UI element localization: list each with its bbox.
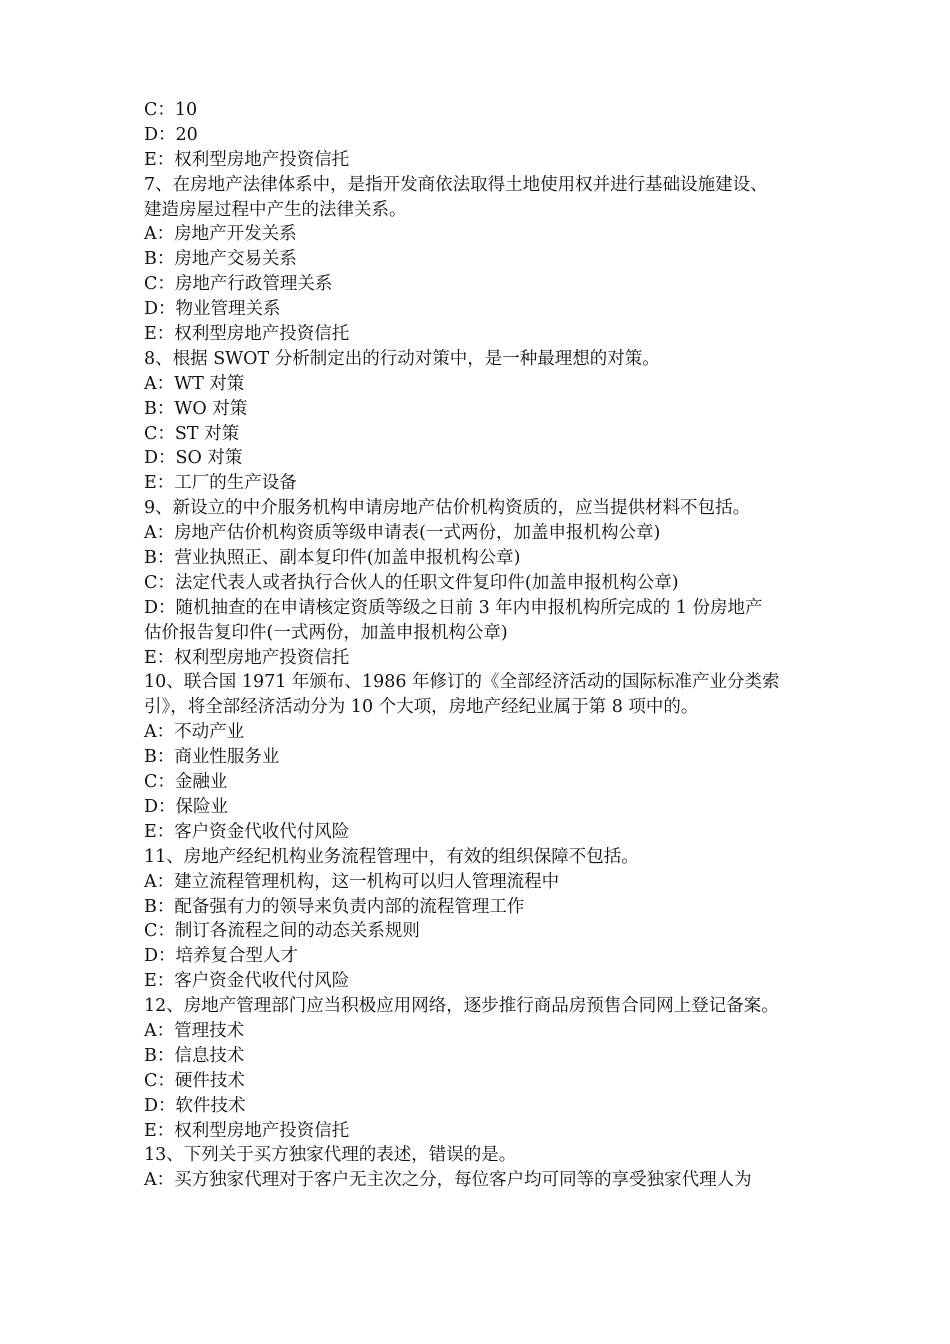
text-line: 12、房地产管理部门应当积极应用网络，逐步推行商品房预售合同网上登记备案。 bbox=[144, 996, 779, 1017]
text-line: B：房地产交易关系 bbox=[144, 249, 297, 270]
text-line: E：权利型房地产投资信托 bbox=[144, 324, 350, 345]
text-line: 估价报告复印件(一式两份，加盖申报机构公章) bbox=[144, 622, 508, 643]
text-line: 建造房屋过程中产生的法律关系。 bbox=[144, 199, 407, 220]
text-line: D：软件技术 bbox=[144, 1095, 246, 1116]
text-line: A：房地产开发关系 bbox=[144, 224, 297, 245]
text-line: E：权利型房地产投资信托 bbox=[144, 149, 350, 170]
text-line: D：培养复合型人才 bbox=[144, 946, 299, 967]
text-line: B：配备强有力的领导来负责内部的流程管理工作 bbox=[144, 896, 525, 917]
text-line: C：硬件技术 bbox=[144, 1070, 245, 1091]
text-line: D：物业管理关系 bbox=[144, 299, 281, 320]
text-line: E：客户资金代收代付风险 bbox=[144, 821, 350, 842]
text-line: E：客户资金代收代付风险 bbox=[144, 971, 350, 992]
text-line: A：房地产估价机构资质等级申请表(一式两份，加盖申报机构公章) bbox=[144, 523, 661, 544]
text-line: D：SO 对策 bbox=[144, 448, 243, 469]
text-line: B：商业性服务业 bbox=[144, 747, 280, 768]
text-line: 引》，将全部经济活动分为 10 个大项，房地产经纪业属于第 8 项中的。 bbox=[144, 697, 699, 718]
text-line: C：10 bbox=[144, 100, 198, 120]
text-line: B：WO 对策 bbox=[144, 398, 248, 419]
text-line: C：ST 对策 bbox=[144, 423, 240, 444]
text-line: A：买方独家代理对于客户无主次之分，每位客户均可同等的享受独家代理人为 bbox=[144, 1170, 752, 1191]
text-line: D：20 bbox=[144, 124, 198, 145]
text-line: C：金融业 bbox=[144, 772, 228, 793]
text-line: E：权利型房地产投资信托 bbox=[144, 1120, 350, 1141]
text-line: E：权利型房地产投资信托 bbox=[144, 647, 350, 668]
text-line: A：WT 对策 bbox=[144, 373, 245, 394]
text-line: D：随机抽查的在申请核定资质等级之日前 3 年内申报机构所完成的 1 份房地产 bbox=[144, 597, 763, 618]
text-line: A：不动产业 bbox=[144, 722, 245, 743]
text-line: 10、联合国 1971 年颁布、1986 年修订的《全部经济活动的国际标准产业分类索 bbox=[144, 672, 780, 693]
text-line: B：营业执照正、副本复印件(加盖申报机构公章) bbox=[144, 548, 521, 569]
text-line: A：管理技术 bbox=[144, 1020, 245, 1041]
text-line: 8、根据 SWOT 分析制定出的行动对策中，是一种最理想的对策。 bbox=[144, 348, 660, 369]
text-line: 9、新设立的中介服务机构申请房地产估价机构资质的，应当提供材料不包括。 bbox=[144, 498, 751, 519]
text-line: D：保险业 bbox=[144, 796, 229, 817]
text-line: B：信息技术 bbox=[144, 1045, 245, 1066]
text-line: C：房地产行政管理关系 bbox=[144, 274, 333, 295]
document-body bbox=[144, 98, 814, 1193]
text-line: C：制订各流程之间的动态关系规则 bbox=[144, 921, 420, 942]
text-line: 7、在房地产法律体系中，是指开发商依法取得土地使用权并进行基础设施建设、 bbox=[144, 174, 768, 195]
text-line: 11、房地产经纪机构业务流程管理中，有效的组织保障不包括。 bbox=[144, 846, 639, 867]
text-line: A：建立流程管理机构，这一机构可以归人管理流程中 bbox=[144, 871, 560, 892]
text-line: E：工厂的生产设备 bbox=[144, 473, 297, 494]
text-line: C：法定代表人或者执行合伙人的任职文件复印件(加盖申报机构公章) bbox=[144, 572, 679, 593]
text-line: 13、下列关于买方独家代理的表述，错误的是。 bbox=[144, 1145, 517, 1166]
